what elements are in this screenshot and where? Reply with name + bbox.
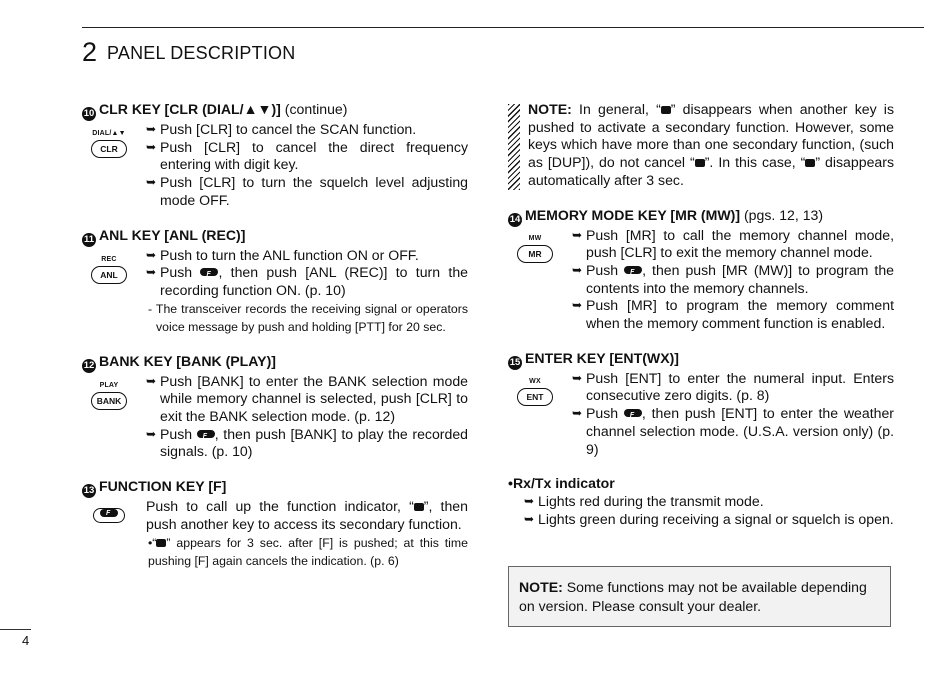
section-number: 14 [509, 213, 521, 225]
chapter-title: PANEL DESCRIPTION [107, 43, 296, 63]
page-number: 4 [22, 633, 30, 648]
function-indicator-icon [805, 159, 815, 167]
ent-key-icon: ENT [517, 388, 553, 406]
list-item: ➥ Push F , then push [ANL (REC)] to turn the recording function ON. (p. 10) [146, 264, 468, 299]
mr-key-illustration [508, 234, 562, 263]
anl-key-icon: ANL [91, 266, 127, 284]
mr-key-icon: MR [517, 245, 553, 263]
chapter-number: 2 [82, 37, 98, 67]
list-item: ➥ Push [MR] to program the memory comment when the memory comment function is enabled. [572, 297, 894, 332]
function-key-section [82, 478, 468, 569]
list-item: ➥ Push [CLR] to cancel the SCAN function. [146, 121, 417, 137]
key-caption: MW [528, 234, 542, 242]
section-number: 11 [83, 233, 95, 245]
section-number: 13 [83, 485, 95, 497]
clr-key-section [82, 101, 468, 210]
recording-note: - The transceiver records the receiving signal or operators voice message by push and holding [PTT] for 20 sec. [148, 301, 468, 334]
arrow-icon: ➥ [572, 370, 583, 385]
section-heading: 15 ENTER KEY [ENT(WX)] [509, 349, 679, 368]
list-item: ➥ Push [BANK] to enter the BANK selection mode while memory channel is selected, push [CLR] to exit the BANK selection mode. (p. 12) [146, 372, 468, 425]
function-key-icon [624, 266, 642, 274]
right-column [508, 101, 894, 528]
section-heading: 11 ANL KEY [ANL (REC)] [83, 226, 246, 245]
rx-tx-indicator-section [508, 475, 894, 528]
clr-key-icon: CLR [91, 140, 127, 158]
function-note: •“ ” appears for 3 sec. after [F] is pushed; at this time pushing [F] again cancels the indication. (p. 6) [148, 535, 468, 568]
section-heading: 14 MEMORY MODE KEY [MR (MW)] (pgs. 12, 13) [509, 206, 824, 225]
function-indicator-icon [414, 503, 424, 511]
function-indicator-icon [695, 159, 705, 167]
arrow-icon: ➥ [572, 298, 583, 313]
header-rule [82, 27, 924, 28]
section-number: 15 [509, 356, 521, 368]
section-heading: 10 CLR KEY [CLR (DIAL/▲▼)] (continue) [83, 101, 348, 119]
arrow-icon: ➥ [146, 122, 157, 136]
function-key-illustration [82, 505, 136, 523]
left-column [82, 101, 468, 570]
list-item: ➥ Push F , then push [BANK] to play the recorded signals. (p. 10) [146, 426, 468, 461]
arrow-icon: ➥ [524, 511, 535, 526]
section-heading: •Rx/Tx indicator [508, 475, 615, 492]
list-item: ➥ Push [MR] to call the memory channel mode, push [CLR] to exit the memory channel mode. [572, 226, 894, 261]
arrow-icon: ➥ [146, 373, 157, 388]
section-number: 10 [83, 108, 95, 119]
note-hatch-mark [508, 104, 520, 190]
list-item: ➥ Lights green during receiving a signal or squelch is open. [524, 510, 894, 527]
list-item: ➥ Push [CLR] to turn the squelch level adjusting mode OFF. [146, 174, 468, 208]
f-key-icon [93, 508, 125, 523]
function-key-icon [200, 268, 218, 276]
list-item: ➥ Push to turn the ANL function ON or OFF. [146, 246, 419, 263]
function-description: Push to call up the function indicator, “ ”, then push another key to access its secondary function. [146, 498, 468, 532]
list-item: ➥ Push [CLR] to cancel the direct frequency entering with digit key. [146, 138, 468, 173]
arrow-icon: ➥ [524, 493, 535, 508]
list-item: ➥ Push [ENT] to enter the numeral input. Enters consecutive zero digits. (p. 8) [572, 369, 894, 404]
arrow-icon: ➥ [146, 175, 157, 190]
secondary-function-note: NOTE: In general, “ ” disappears when another key is pushed to activate a secondary function. However, some keys which have more than one secondary function, (such as [DUP]), do not cancel “ ”. In this case, “ ” disappears automatically after 3 sec. [508, 101, 894, 190]
section-heading: 12 BANK KEY [BANK (PLAY)] [83, 352, 276, 371]
anl-key-section [82, 227, 468, 336]
bank-key-illustration [82, 381, 136, 410]
function-key-icon [624, 409, 642, 417]
list-item: ➥ Push F , then push [MR (MW)] to program the contents into the memory channels. [572, 262, 894, 297]
ent-key-illustration [508, 377, 562, 406]
section-number: 12 [83, 359, 95, 371]
bank-key-section [82, 353, 468, 462]
key-caption: PLAY [99, 381, 119, 389]
arrow-icon: ➥ [146, 265, 157, 280]
arrow-icon: ➥ [572, 406, 583, 421]
key-caption: REC [101, 255, 117, 263]
bank-key-icon: BANK [91, 392, 127, 410]
key-caption: DIAL/▲▼ [92, 130, 126, 137]
list-item: ➥ Lights red during the transmit mode. [524, 492, 764, 509]
availability-note-box: NOTE: Some functions may not be available depending on version. Please consult your dealer. [508, 566, 891, 627]
function-indicator-icon [661, 106, 671, 114]
function-key-icon [197, 430, 215, 438]
anl-key-illustration [82, 255, 136, 284]
arrow-icon: ➥ [572, 227, 583, 242]
section-heading: 13 FUNCTION KEY [F] [83, 478, 227, 497]
page-number-rule [0, 629, 31, 630]
arrow-icon: ➥ [146, 139, 157, 154]
key-caption: WX [529, 377, 541, 385]
memory-mode-key-section [508, 207, 894, 333]
clr-key-illustration [82, 129, 136, 158]
arrow-icon: ➥ [572, 262, 583, 277]
function-indicator-icon [156, 539, 166, 547]
arrow-icon: ➥ [146, 247, 157, 262]
enter-key-section [508, 350, 894, 459]
arrow-icon: ➥ [146, 426, 157, 441]
list-item: ➥ Push F , then push [ENT] to enter the weather channel selection mode. (U.S.A. version only) (p. 9) [572, 405, 894, 458]
